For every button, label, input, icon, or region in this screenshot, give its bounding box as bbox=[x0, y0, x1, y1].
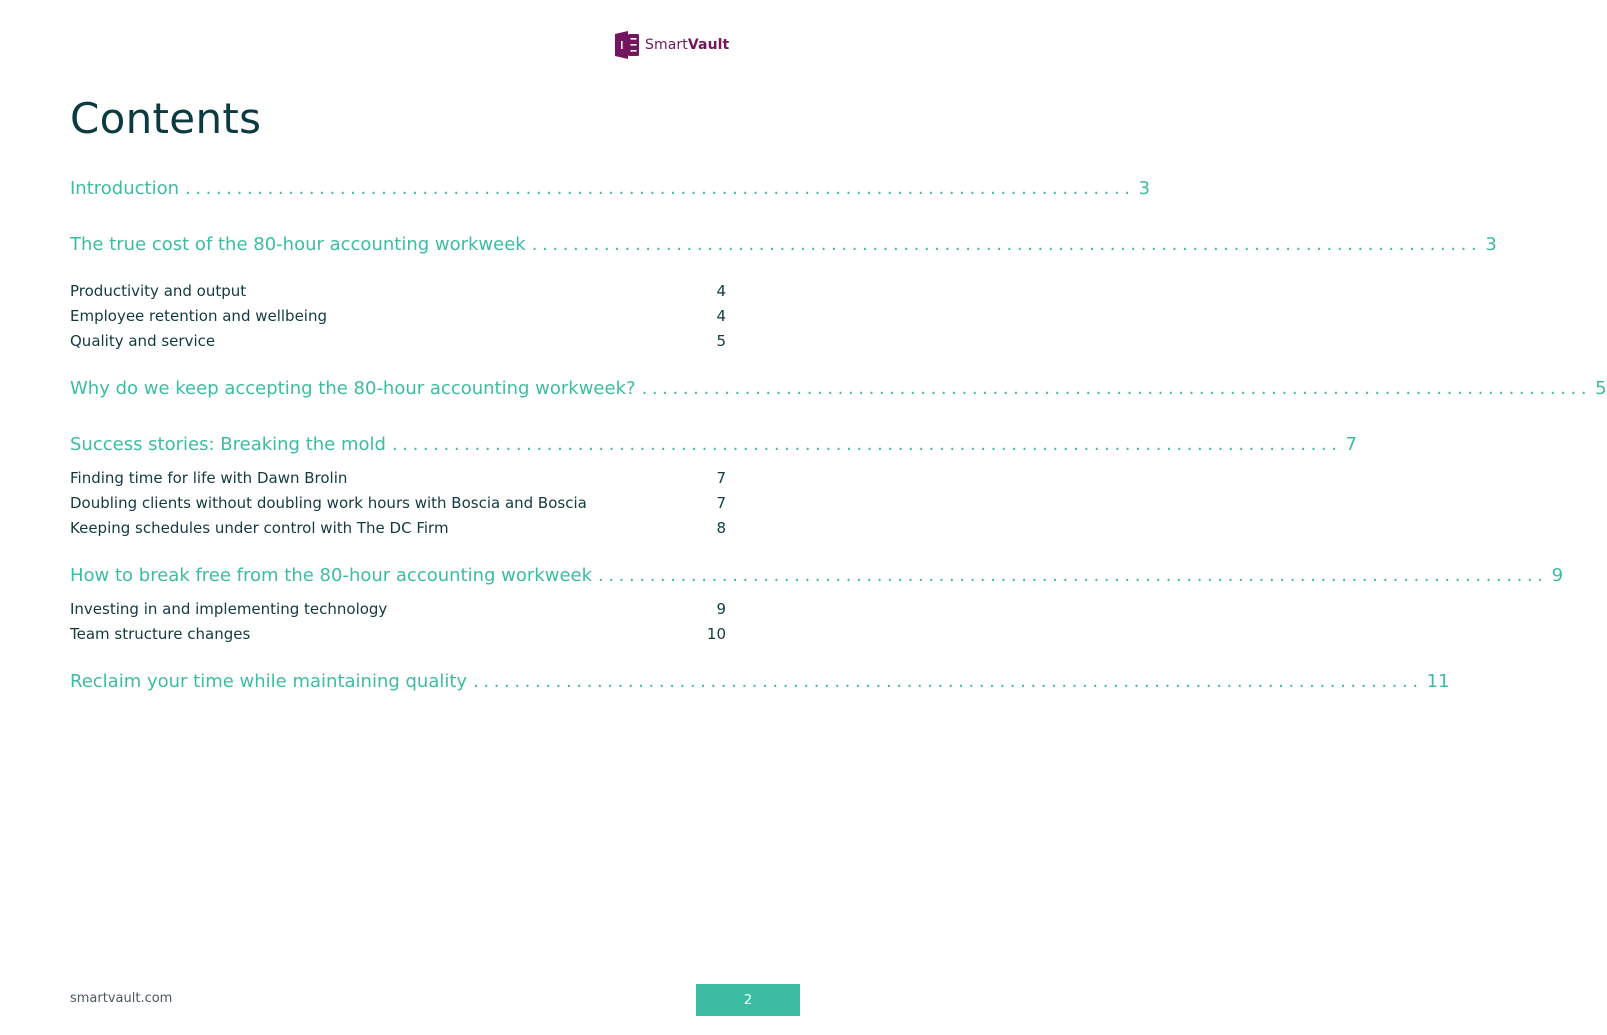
toc-section-page: 3 bbox=[1485, 234, 1497, 255]
toc-section-label: Why do we keep accepting the 80-hour accounting workweek? bbox=[70, 378, 636, 399]
toc-subsection-page: 10 bbox=[706, 625, 726, 643]
toc-section-page: 11 bbox=[1426, 671, 1450, 692]
logo-wordmark-light: Smart bbox=[645, 37, 688, 53]
toc-leader-dots: ............................................................................................ bbox=[598, 565, 1548, 586]
toc-subsection-label: Keeping schedules under control with The DC Firm bbox=[70, 519, 449, 537]
toc-section-label: Introduction bbox=[70, 178, 180, 199]
toc-section-success-stories[interactable] bbox=[70, 434, 1357, 460]
toc-leader-dots: ............................................................................................ bbox=[473, 671, 1423, 692]
toc-section-page: 9 bbox=[1551, 565, 1564, 586]
logo-wordmark-bold: Vault bbox=[687, 37, 730, 53]
toc-subsection-label: Doubling clients without doubling work hours with Boscia and Boscia bbox=[70, 494, 587, 512]
toc-leader-dots: ............................................................................................ bbox=[641, 378, 1592, 399]
toc-subsection-team-structure[interactable] bbox=[70, 625, 726, 647]
toc-subsection-page: 7 bbox=[716, 494, 726, 512]
toc-subsection-dc-firm[interactable] bbox=[70, 519, 726, 541]
toc-leader-dots: ............................................................................................ bbox=[391, 434, 1342, 455]
smartvault-logo bbox=[614, 30, 729, 60]
toc-subsection-label: Team structure changes bbox=[70, 625, 251, 643]
toc-subsection-quality[interactable] bbox=[70, 332, 726, 354]
toc-subsection-page: 4 bbox=[716, 307, 726, 325]
logo-wordmark bbox=[645, 37, 729, 53]
toc-subsection-page: 9 bbox=[716, 600, 726, 618]
toc-section-page: 7 bbox=[1345, 434, 1357, 455]
toc-subsection-label: Finding time for life with Dawn Brolin bbox=[70, 469, 348, 487]
toc-subsection-boscia[interactable] bbox=[70, 494, 726, 516]
toc-subsection-label: Investing in and implementing technology bbox=[70, 600, 388, 618]
toc-section-why-accept[interactable] bbox=[70, 378, 1607, 404]
smartvault-vault-icon bbox=[614, 30, 640, 60]
toc-section-label: The true cost of the 80-hour accounting workweek bbox=[70, 234, 526, 255]
toc-section-true-cost[interactable] bbox=[70, 234, 1497, 260]
footer-url: smartvault.com bbox=[70, 991, 173, 1006]
toc-subsection-dawn-brolin[interactable] bbox=[70, 469, 726, 491]
toc-section-reclaim-time[interactable] bbox=[70, 671, 1450, 697]
toc-section-label: Success stories: Breaking the mold bbox=[70, 434, 386, 455]
toc-subsection-label: Quality and service bbox=[70, 332, 216, 350]
toc-section-label: Reclaim your time while maintaining quality bbox=[70, 671, 468, 692]
toc-leader-dots: ............................................................................................ bbox=[531, 234, 1482, 255]
toc-leader-dots: ............................................................................................ bbox=[185, 178, 1135, 199]
toc-subsection-label: Productivity and output bbox=[70, 282, 247, 300]
toc-subsection-technology[interactable] bbox=[70, 600, 726, 622]
toc-section-page: 5 bbox=[1595, 378, 1607, 399]
toc-subsection-productivity[interactable] bbox=[70, 282, 726, 304]
toc-subsection-page: 4 bbox=[716, 282, 726, 300]
toc-subsection-label: Employee retention and wellbeing bbox=[70, 307, 328, 325]
footer-page-number: 2 bbox=[696, 984, 800, 1016]
toc-subsection-page: 8 bbox=[716, 519, 726, 537]
toc-subsection-page: 7 bbox=[716, 469, 726, 487]
toc-subsection-page: 5 bbox=[716, 332, 726, 350]
toc-section-label: How to break free from the 80-hour accounting workweek bbox=[70, 565, 593, 586]
toc-section-introduction[interactable] bbox=[70, 178, 1151, 204]
toc-section-page: 3 bbox=[1138, 178, 1151, 199]
toc-section-break-free[interactable] bbox=[70, 565, 1564, 591]
page-title: Contents bbox=[70, 94, 262, 143]
toc-subsection-retention[interactable] bbox=[70, 307, 726, 329]
